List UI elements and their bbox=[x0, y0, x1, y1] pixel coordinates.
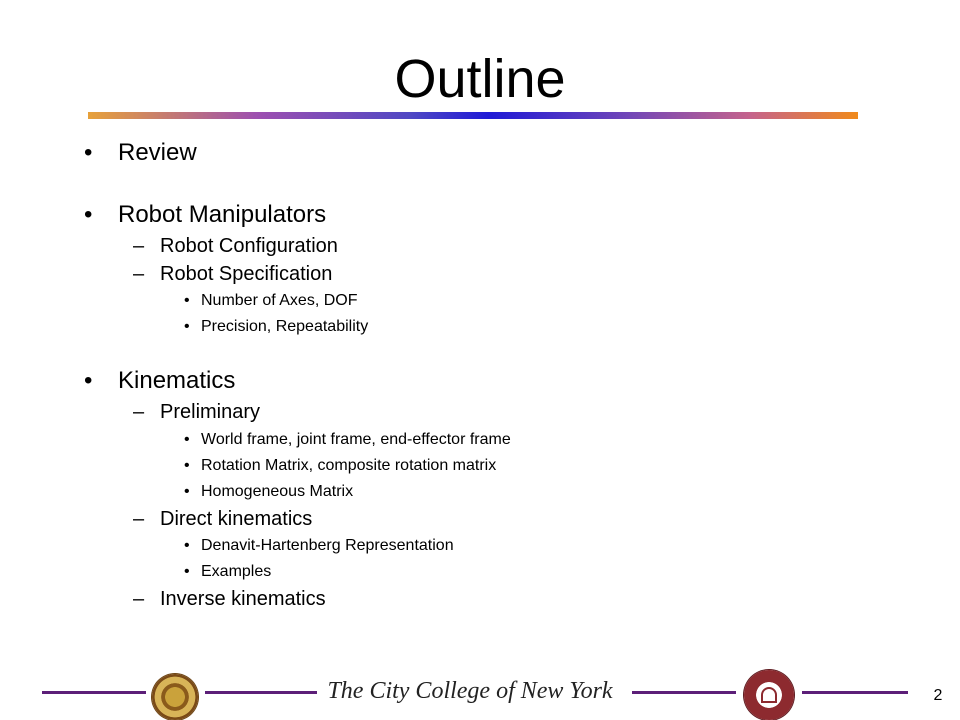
footer-rule-middle-right bbox=[632, 691, 736, 694]
footer-institution-name: The City College of New York bbox=[327, 678, 613, 704]
outline-subsubitem bbox=[184, 291, 358, 311]
outline-item-text: Rotation Matrix, composite rotation matrix bbox=[201, 457, 497, 474]
page-number: 2 bbox=[933, 687, 943, 704]
outline-item-text: Robot Specification bbox=[160, 263, 333, 285]
dash-bullet: – bbox=[133, 263, 145, 285]
bullet: • bbox=[184, 563, 190, 580]
dash-bullet: – bbox=[133, 588, 145, 610]
bullet: • bbox=[184, 457, 190, 474]
outline-item-text: Kinematics bbox=[118, 367, 236, 394]
outline-item-text: Homogeneous Matrix bbox=[201, 483, 354, 500]
outline-subitem bbox=[133, 587, 326, 611]
bullet: • bbox=[184, 483, 190, 500]
outline-item bbox=[84, 367, 236, 395]
outline-subsubitem bbox=[184, 482, 354, 502]
dash-bullet: – bbox=[133, 508, 145, 530]
outline-subitem bbox=[133, 262, 333, 286]
outline-item-text: Preliminary bbox=[160, 401, 261, 423]
outline-subsubitem bbox=[184, 317, 369, 337]
outline-item-text: Inverse kinematics bbox=[160, 588, 326, 610]
ccny-robotics-lab-seal-icon bbox=[744, 670, 794, 720]
outline-item-text: Precision, Repeatability bbox=[201, 318, 369, 335]
slide-footer bbox=[0, 660, 960, 720]
outline-item-text: World frame, joint frame, end-effector frame bbox=[201, 431, 511, 448]
bullet: • bbox=[84, 139, 93, 166]
footer-rule-right bbox=[802, 691, 908, 694]
outline-subitem bbox=[133, 400, 261, 424]
outline-item-text: Robot Configuration bbox=[160, 235, 338, 257]
outline-item-text: Robot Manipulators bbox=[118, 201, 327, 228]
ccny-seal-icon bbox=[152, 674, 198, 720]
outline-item-text: Direct kinematics bbox=[160, 508, 313, 530]
dash-bullet: – bbox=[133, 401, 145, 423]
outline-item bbox=[84, 201, 327, 229]
outline-subsubitem bbox=[184, 562, 272, 582]
outline-item bbox=[84, 139, 197, 167]
bullet: • bbox=[184, 292, 190, 309]
slide-title: Outline bbox=[394, 49, 566, 109]
outline-subsubitem bbox=[184, 536, 454, 556]
bullet: • bbox=[184, 318, 190, 335]
outline-item-text: Denavit-Hartenberg Representation bbox=[201, 537, 454, 554]
outline-subsubitem bbox=[184, 430, 511, 450]
dash-bullet: – bbox=[133, 235, 145, 257]
outline-subitem bbox=[133, 507, 313, 531]
bullet: • bbox=[84, 367, 93, 394]
outline-item-text: Review bbox=[118, 139, 197, 166]
bullet: • bbox=[184, 431, 190, 448]
outline-item-text: Examples bbox=[201, 563, 272, 580]
outline-subitem bbox=[133, 234, 338, 258]
footer-rule-middle-left bbox=[205, 691, 317, 694]
outline-item-text: Number of Axes, DOF bbox=[201, 292, 358, 309]
footer-rule-left bbox=[42, 691, 146, 694]
outline-subsubitem bbox=[184, 456, 497, 476]
bullet: • bbox=[184, 537, 190, 554]
bullet: • bbox=[84, 201, 93, 228]
